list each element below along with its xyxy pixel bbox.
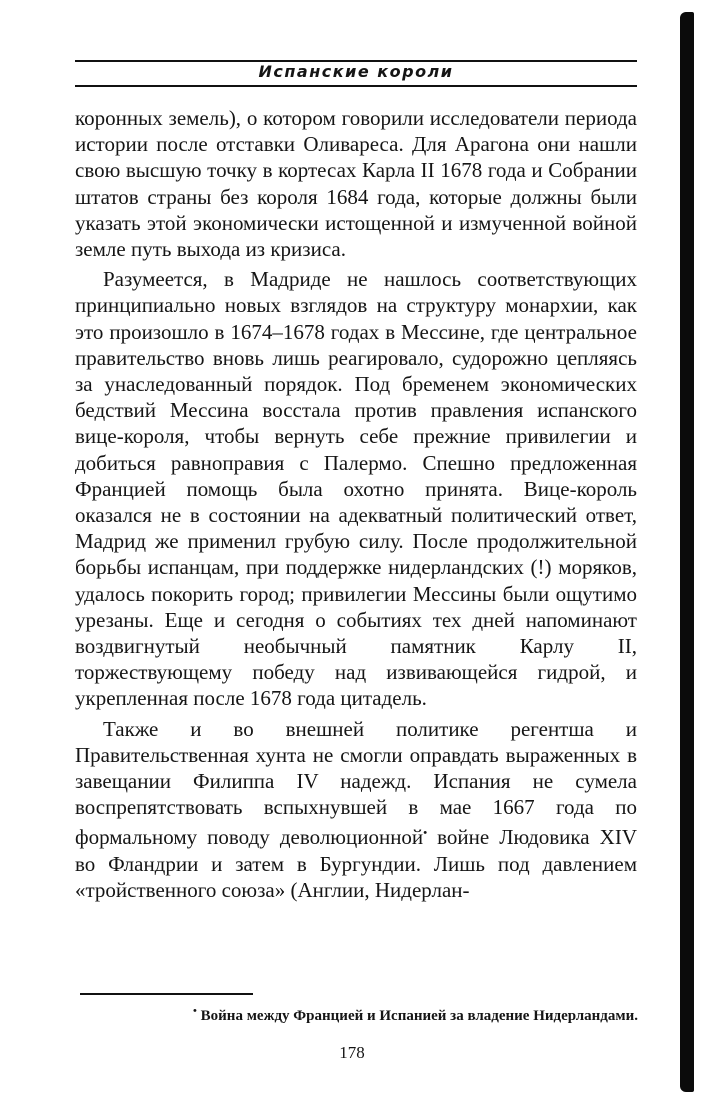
scan-page-edge [680, 12, 694, 1092]
body-text [75, 105, 637, 903]
paragraph-3-text-before: Также и во внешней политике регентша и Правительственная хунта не смогли оправдать выраженных в завещании Филиппа IV надежд. Испания не сумела воспрепятствовать вспыхнувшей в мае 1667 года по формальному поводу деволюционной [75, 716, 637, 850]
paragraph-1: коронных земель), о котором говорили исследователи периода истории после отставки Оливареса. Для Арагона они нашли свою высшую точку в кортесах Карла II 1678 года и Собрании штатов страны без короля 1684 года, которые должны были указать этой экономически истощенной и измученной войной земле путь выхода из кризиса. [75, 106, 637, 262]
footnote-mark: • [193, 1005, 197, 1017]
footnote-reference-mark: • [423, 827, 428, 840]
paragraph-3 [75, 716, 637, 903]
paragraph-3-text-after: войне Людовика XIV во Фландрии и затем в Бургундии. Лишь под давлением «тройственного союза» (Англии, Нидерлан- [75, 825, 637, 902]
page-number: 178 [339, 1043, 365, 1062]
footnote-text: Война между Францией и Испанией за владение Нидерландами. [196, 1008, 638, 1024]
header-rule-bottom [75, 85, 637, 87]
footnote [78, 1005, 638, 1025]
running-head: Испанские короли [258, 62, 454, 81]
paragraph-2: Разумеется, в Мадриде не нашлось соответствующих принципиально новых взглядов на структуру монархии, как это произошло в 1674–1678 годах в Мессине, где центральное правительство вновь лишь реагировало, судорожно цепляясь за унаследованный порядок. Под бременем экономических бедствий Мессина восстала против правления испанского вице-короля, чтобы вернуть себе прежние привилегии и добиться равноправия с Палермо. Спешно предложенная Францией помощь была охотно принята. Вице-король оказался не в состоянии на адекватный политический ответ, Мадрид же применил грубую силу. После продолжительной борьбы испанцам, при поддержке нидерландских (!) моряков, удалось покорить город; привилегии Мессины были ощутимо урезаны. Еще и сегодня о событиях тех дней напоминают воздвигнутый необычный памятник Карлу II, торжествующему победу над извивающейся гидрой, и укрепленная после 1678 года цитадель. [75, 267, 637, 711]
footnote-rule [80, 993, 253, 995]
